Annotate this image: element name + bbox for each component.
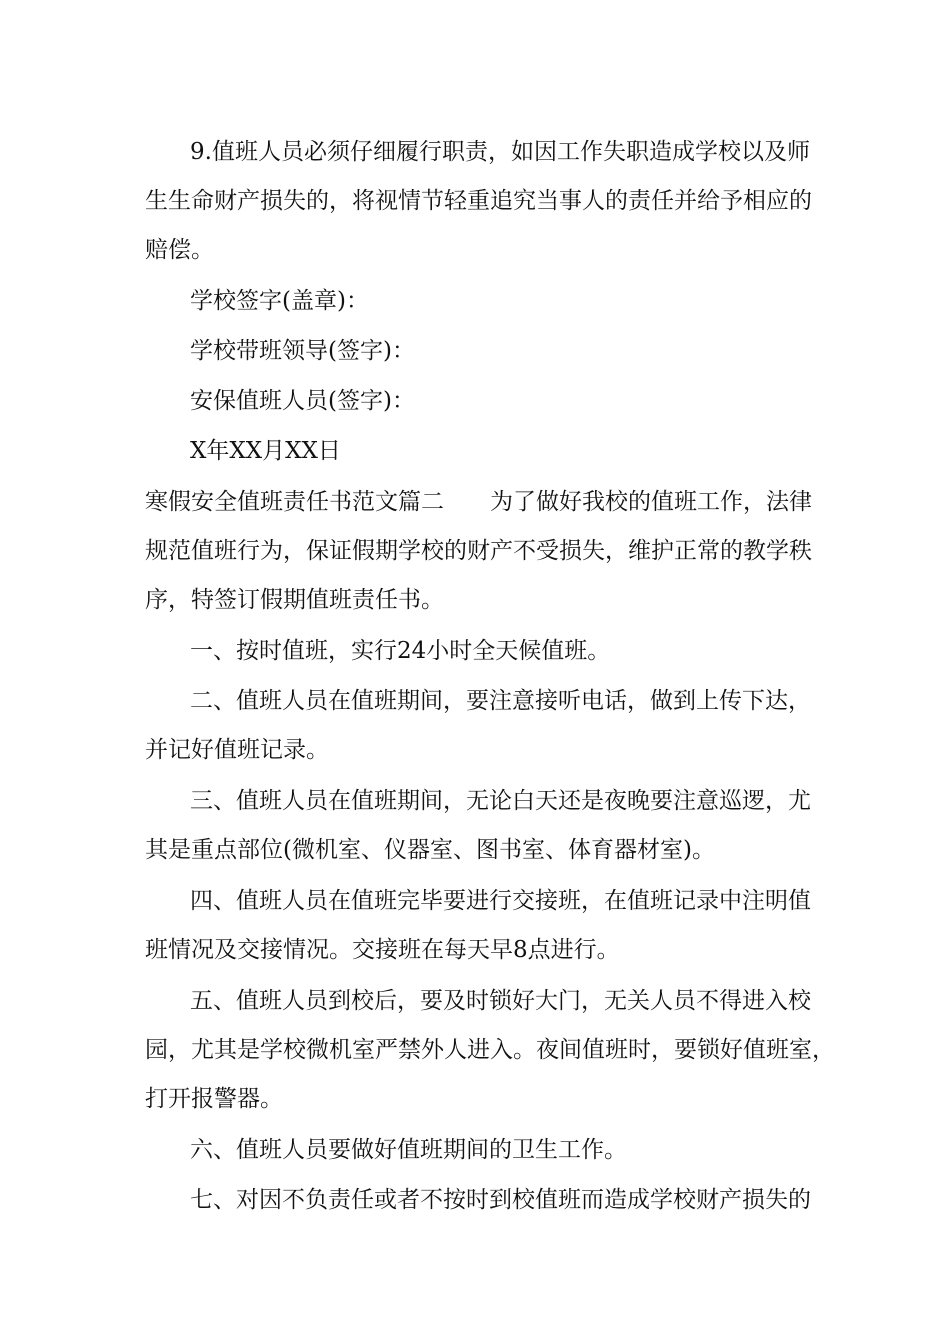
leader-signature-line: 学校带班领导(签字)： [190, 338, 415, 364]
rule-7-line-1: 七、对因不负责任或者不按时到校值班而造成学校财产损失的 [190, 1187, 811, 1213]
clause-9-line-3: 赔偿。 [145, 237, 214, 263]
rule-4-line-2: 班情况及交接情况。交接班在每天早8点进行。 [145, 937, 620, 963]
rule-5-line-2: 园，尤其是学校微机室严禁外人进入。夜间值班时，要锁好值班室， [145, 1037, 835, 1063]
rule-6-line: 六、值班人员要做好值班期间的卫生工作。 [190, 1137, 627, 1163]
rule-2-line-1: 二、值班人员在值班期间，要注意接听电话，做到上传下达， [190, 688, 811, 714]
rule-3-line-1: 三、值班人员在值班期间，无论白天还是夜晚要注意巡逻，尤 [190, 788, 811, 814]
date-line: X年XX月XX日 [190, 438, 341, 464]
rule-5-line-3: 打开报警器。 [145, 1086, 283, 1112]
school-signature-line: 学校签字(盖章)： [190, 288, 369, 314]
article-two-heading-line: 寒假安全值班责任书范文篇二 为了做好我校的值班工作，法律 [145, 489, 812, 515]
security-signature-line: 安保值班人员(签字)： [190, 388, 415, 414]
intro-line-3: 序，特签订假期值班责任书。 [145, 587, 444, 613]
clause-9-line-1: 9.值班人员必须仔细履行职责，如因工作失职造成学校以及师 [190, 139, 810, 165]
rule-3-line-2: 其是重点部位(微机室、仪器室、图书室、体育器材室)。 [145, 837, 715, 863]
rule-1-line: 一、按时值班，实行24小时全天候值班。 [190, 638, 611, 664]
rule-4-line-1: 四、值班人员在值班完毕要进行交接班，在值班记录中注明值 [190, 888, 811, 914]
intro-line-2: 规范值班行为，保证假期学校的财产不受损失，维护正常的教学秩 [145, 538, 812, 564]
clause-9-line-2: 生生命财产损失的，将视情节轻重追究当事人的责任并给予相应的 [145, 188, 812, 214]
rule-5-line-1: 五、值班人员到校后，要及时锁好大门，无关人员不得进入校 [190, 988, 811, 1014]
rule-2-line-2: 并记好值班记录。 [145, 737, 329, 763]
